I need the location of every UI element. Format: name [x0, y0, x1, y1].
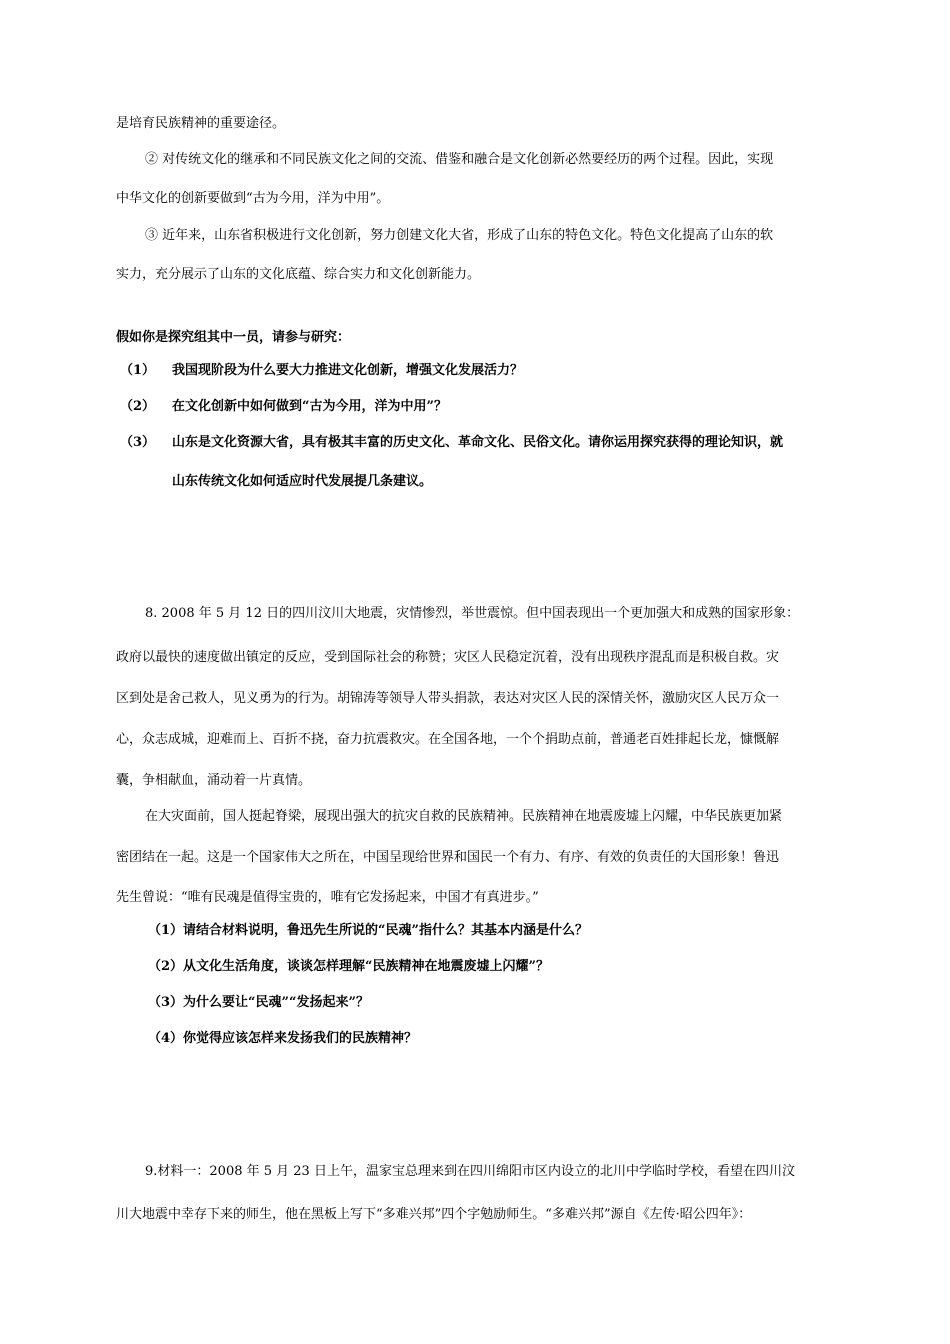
- question-text: 在文化创新中如何做到“古为今用，洋为中用”？: [172, 399, 447, 414]
- paragraph-line: 在大灾面前，国人挺起脊梁，展现出强大的抗灾自救的民族精神。民族精神在地震废墟上闪耀，中华民族更加紧: [145, 809, 783, 824]
- paragraph-line: 区到处是舍己救人，见义勇为的行为。胡锦涛等领导人带头捐款，表达对灾区人民的深情关怀，激励灾区人民万众一: [116, 691, 780, 706]
- paragraph-line: 心，众志成城，迎难而上、百折不挠，奋力抗震救灾。在全国各地，一个个捐助点前，普通老百姓排起长龙，慷慨解: [116, 732, 780, 747]
- question-text: 我国现阶段为什么要大力推进文化创新，增强文化发展活力？: [172, 363, 524, 378]
- sub-question: （4）你觉得应该怎样来发扬我们的民族精神？: [148, 1031, 418, 1046]
- question-prompt: 假如你是探究组其中一员，请参与研究：: [116, 330, 351, 345]
- sub-question: （3）为什么要让“民魂”“发扬起来”？: [148, 995, 369, 1010]
- question-text: 山东是文化资源大省，具有极其丰富的历史文化、革命文化、民俗文化。请你运用探究获得的理论知识，就: [172, 435, 784, 450]
- paragraph-line: 密团结在一起。这是一个国家伟大之所在，中国呈现给世界和国民一个有力、有序、有效的负责任的大国形象！鲁迅: [116, 850, 780, 865]
- paragraph-line: 实力，充分展示了山东的文化底蕴、综合实力和文化创新能力。: [116, 267, 481, 282]
- paragraph-line: ③ 近年来，山东省积极进行文化创新，努力创建文化大省，形成了山东的特色文化。特色文化提高了山东的软: [145, 228, 774, 243]
- paragraph-line: 8. 2008 年 5 月 12 日的四川汶川大地震，灾情惨烈，举世震惊。但中国表现出一个更加强大和成熟的国家形象：: [145, 606, 800, 621]
- paragraph-line: ② 对传统文化的继承和不同民族文化之间的交流、借鉴和融合是文化创新必然要经历的两个过程。因此，实现: [145, 152, 774, 167]
- paragraph-line: 中华文化的创新要做到“古为今用，洋为中用”。: [116, 191, 390, 206]
- sub-question: （1）请结合材料说明，鲁迅先生所说的“民魂”指什么？其基本内涵是什么？: [148, 923, 589, 938]
- paragraph-line: 是培育民族精神的重要途径。: [116, 116, 286, 131]
- question-number: （1）: [120, 363, 156, 378]
- paragraph-line: 政府以最快的速度做出镇定的反应，受到国际社会的称赞；灾区人民稳定沉着，没有出现秩序混乱而是积极自救。灾: [116, 650, 780, 665]
- question-number: （3）: [120, 435, 156, 450]
- paragraph-line: 先生曾说：“唯有民魂是值得宝贵的，唯有它发扬起来，中国才有真进步。”: [116, 890, 539, 905]
- question-number: （2）: [120, 399, 156, 414]
- sub-question: （2）从文化生活角度，谈谈怎样理解“民族精神在地震废墟上闪耀”？: [148, 959, 550, 974]
- paragraph-line: 9.材料一：2008 年 5 月 23 日上午，温家宝总理来到在四川绵阳市区内设立的北川中学临时学校，看望在四川汶: [145, 1164, 795, 1179]
- paragraph-line: 囊，争相献血，涌动着一片真情。: [116, 773, 312, 788]
- paragraph-line: 川大地震中幸存下来的师生，他在黑板上写下“多难兴邦”四个字勉励师生。“多难兴邦”源自《左传·昭公四年》：: [116, 1207, 752, 1222]
- question-text-continued: 山东传统文化如何适应时代发展提几条建议。: [172, 474, 433, 489]
